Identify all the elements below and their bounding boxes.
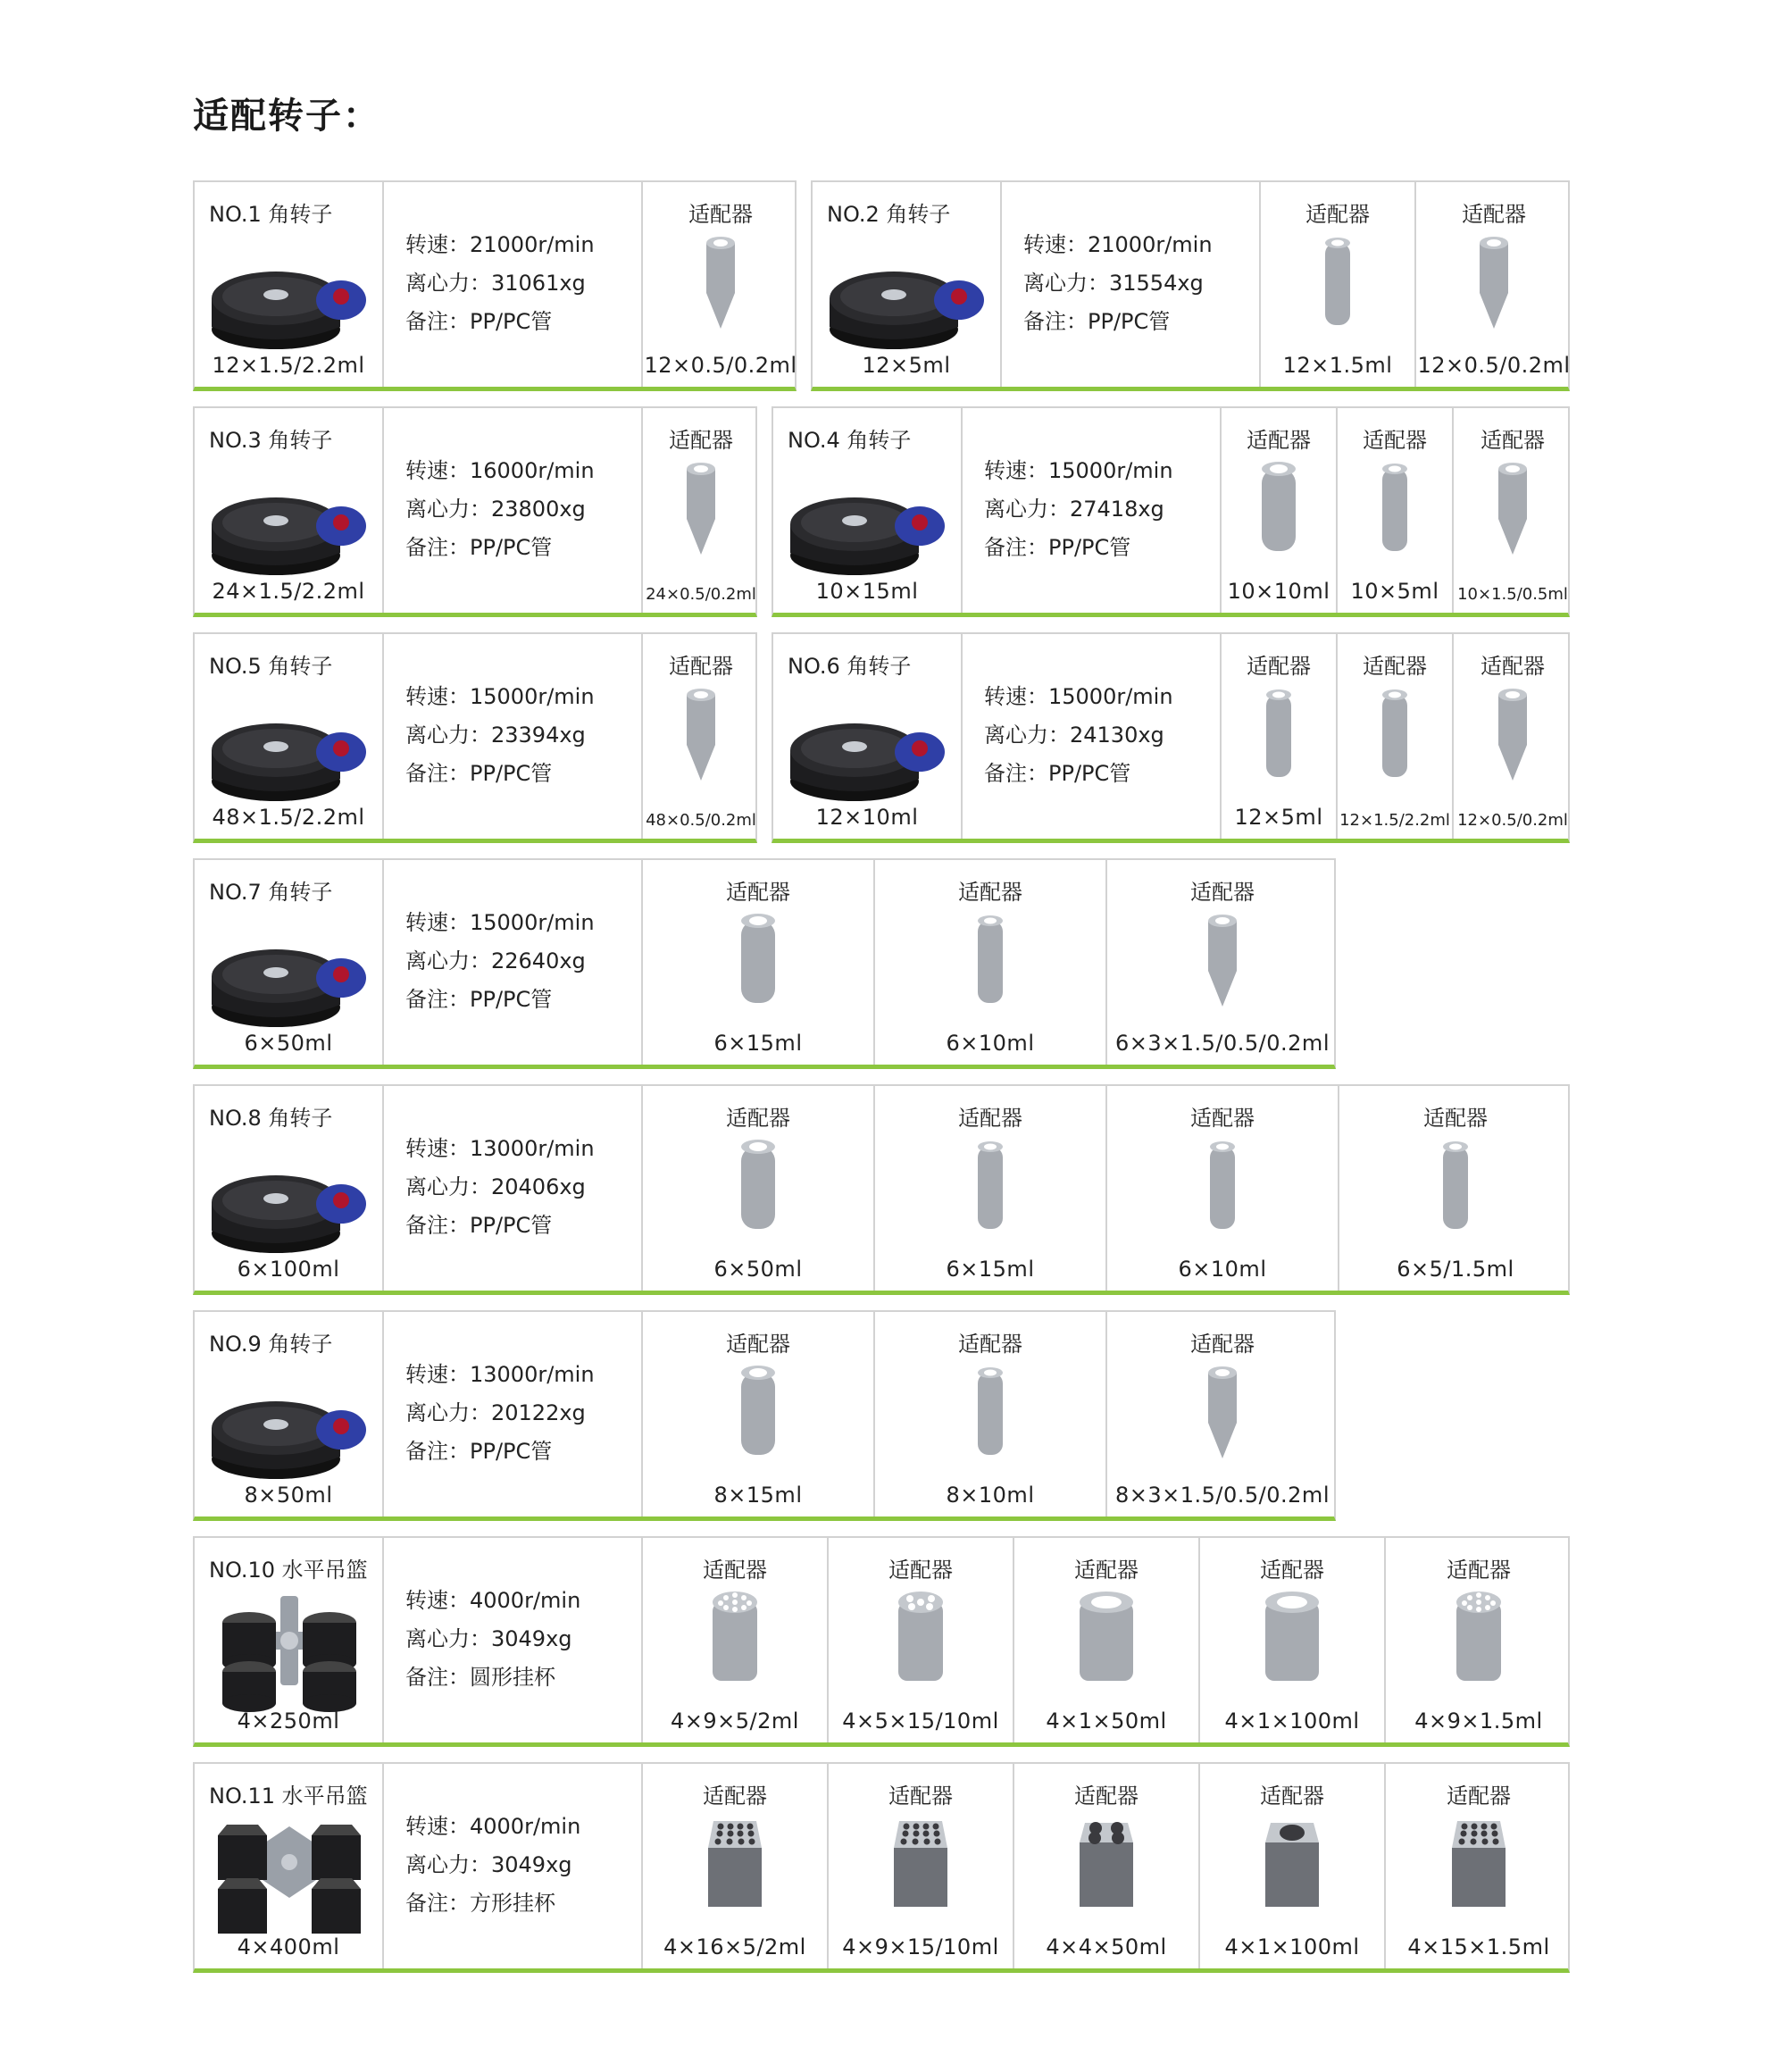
straight-tube-icon bbox=[972, 912, 1008, 1015]
rotor-name: NO.7 角转子 bbox=[209, 880, 333, 905]
adapter-caption: 10×5ml bbox=[1350, 579, 1439, 604]
adapter-caption: 6×3×1.5/0.5/0.2ml bbox=[1115, 1031, 1330, 1056]
rotor-speed: 转速：16000r/min bbox=[405, 458, 595, 483]
rotor-image-cell bbox=[195, 408, 382, 613]
adapter-caption: 4×4×50ml bbox=[1046, 1934, 1167, 1959]
conical-tube-icon bbox=[1493, 460, 1532, 564]
rotor-speed: 转速：21000r/min bbox=[1023, 232, 1213, 257]
swing-bucket-square-icon bbox=[209, 1809, 370, 1942]
adapter-cell bbox=[1013, 1538, 1198, 1742]
adapter-caption: 6×10ml bbox=[946, 1031, 1035, 1056]
angle-rotor-icon bbox=[788, 679, 948, 813]
round-single-hole-adapter-icon bbox=[1261, 1590, 1323, 1693]
adapter-caption: 8×15ml bbox=[713, 1483, 803, 1508]
rotor-force: 离心力：20406xg bbox=[405, 1174, 586, 1199]
rotor-name: NO.2 角转子 bbox=[827, 202, 951, 227]
adapter-header: 适配器 bbox=[688, 202, 753, 227]
adapter-caption: 8×10ml bbox=[946, 1483, 1035, 1508]
adapter-cell bbox=[641, 408, 759, 613]
rotor-speed: 转速：15000r/min bbox=[405, 684, 595, 709]
rotor-image-cell bbox=[195, 1764, 382, 1968]
rotor-force: 离心力：23394xg bbox=[405, 723, 586, 748]
adapter-header: 适配器 bbox=[726, 1106, 790, 1131]
rotor-capacity: 4×250ml bbox=[237, 1709, 340, 1734]
adapter-caption: 24×0.5/0.2ml bbox=[646, 585, 756, 604]
rotor-spec-cell bbox=[382, 1086, 641, 1291]
rotor-image-cell bbox=[773, 634, 961, 839]
adapter-cell bbox=[1336, 408, 1452, 613]
spec-list bbox=[984, 634, 1173, 839]
rotor-block bbox=[193, 1310, 1336, 1521]
rotor-speed: 转速：15000r/min bbox=[984, 458, 1173, 483]
adapter-caption: 12×0.5/0.2ml bbox=[644, 353, 797, 378]
adapter-caption: 6×5/1.5ml bbox=[1397, 1257, 1514, 1282]
square-four-hole-adapter-icon bbox=[1077, 1816, 1136, 1919]
adapter-cell bbox=[641, 1764, 827, 1968]
adapter-cell bbox=[1384, 1538, 1572, 1742]
rotor-image-cell bbox=[813, 182, 1000, 387]
adapter-cell bbox=[827, 1538, 1013, 1742]
adapter-cell bbox=[1259, 182, 1414, 387]
rotor-block bbox=[193, 1536, 1570, 1747]
rotor-name: NO.1 角转子 bbox=[209, 202, 333, 227]
rotor-force: 离心力：31061xg bbox=[405, 271, 586, 296]
adapter-header: 适配器 bbox=[669, 428, 733, 453]
angle-rotor-icon bbox=[209, 679, 370, 813]
adapter-cell bbox=[641, 1312, 873, 1516]
adapter-cell bbox=[1105, 860, 1338, 1065]
round-multi-hole-adapter-icon bbox=[708, 1590, 762, 1693]
rotor-spec-cell bbox=[382, 182, 641, 387]
adapter-caption: 10×1.5/0.5ml bbox=[1457, 585, 1568, 604]
rotor-capacity: 4×400ml bbox=[237, 1934, 340, 1959]
rotor-capacity: 48×1.5/2.2ml bbox=[212, 805, 365, 830]
square-multi-hole-adapter-icon bbox=[1449, 1816, 1508, 1919]
rotor-note: 备注：PP/PC管 bbox=[405, 535, 553, 560]
angle-rotor-icon bbox=[209, 905, 370, 1039]
angle-rotor-icon bbox=[209, 1131, 370, 1265]
rotor-speed: 转速：13000r/min bbox=[405, 1136, 595, 1161]
conical-tube-icon bbox=[1493, 686, 1532, 790]
rotor-image-cell bbox=[195, 1312, 382, 1516]
adapter-header: 适配器 bbox=[1074, 1784, 1139, 1809]
conical-tube-icon bbox=[681, 460, 721, 564]
rotor-force: 离心力：31554xg bbox=[1023, 271, 1204, 296]
rotor-spec-cell bbox=[961, 634, 1220, 839]
angle-rotor-icon bbox=[827, 227, 988, 361]
rotor-spec-cell bbox=[382, 408, 641, 613]
adapter-caption: 4×5×15/10ml bbox=[842, 1709, 999, 1734]
adapter-cell bbox=[1198, 1538, 1384, 1742]
adapter-header: 适配器 bbox=[1247, 654, 1311, 679]
adapter-header: 适配器 bbox=[1190, 880, 1255, 905]
adapter-header: 适配器 bbox=[1305, 202, 1370, 227]
adapter-header: 适配器 bbox=[958, 1106, 1022, 1131]
adapter-caption: 4×9×1.5ml bbox=[1414, 1709, 1543, 1734]
straight-tube-icon bbox=[1261, 686, 1297, 790]
rotor-note: 备注：PP/PC管 bbox=[1023, 309, 1171, 334]
rotor-note: 备注：方形挂杯 bbox=[405, 1891, 555, 1916]
rotor-force: 离心力：22640xg bbox=[405, 948, 586, 973]
round-multi-hole-adapter-icon bbox=[1452, 1590, 1506, 1693]
square-multi-hole-adapter-icon bbox=[705, 1816, 764, 1919]
adapter-header: 适配器 bbox=[726, 880, 790, 905]
straight-tube-icon bbox=[1320, 234, 1355, 338]
adapter-header: 适配器 bbox=[1247, 428, 1311, 453]
spec-list bbox=[405, 182, 595, 387]
adapter-header: 适配器 bbox=[1462, 202, 1526, 227]
rotor-spec-cell bbox=[382, 634, 641, 839]
adapter-header: 适配器 bbox=[1363, 428, 1427, 453]
rotor-note: 备注：PP/PC管 bbox=[405, 1439, 553, 1464]
rotor-block bbox=[772, 632, 1570, 843]
rotor-note: 备注：PP/PC管 bbox=[405, 987, 553, 1012]
rotor-spec-cell bbox=[961, 408, 1220, 613]
straight-tube-icon bbox=[972, 1138, 1008, 1241]
square-single-hole-adapter-icon bbox=[1263, 1816, 1322, 1919]
adapter-header: 适配器 bbox=[1481, 654, 1545, 679]
rotor-capacity: 24×1.5/2.2ml bbox=[212, 579, 365, 604]
rotor-image-cell bbox=[195, 634, 382, 839]
conical-tube-icon bbox=[701, 234, 740, 338]
rotor-force: 离心力：3049xg bbox=[405, 1852, 572, 1877]
adapter-caption: 48×0.5/0.2ml bbox=[646, 811, 756, 830]
rotor-block bbox=[193, 180, 797, 391]
adapter-cell bbox=[873, 860, 1105, 1065]
rotor-capacity: 6×50ml bbox=[244, 1031, 333, 1056]
rotor-name: NO.10 水平吊篮 bbox=[209, 1558, 368, 1583]
straight-tube-icon bbox=[1377, 460, 1413, 564]
adapter-header: 适配器 bbox=[958, 1332, 1022, 1357]
angle-rotor-icon bbox=[788, 453, 948, 587]
rotor-force: 离心力：27418xg bbox=[984, 497, 1164, 522]
rotor-speed: 转速：13000r/min bbox=[405, 1362, 595, 1387]
rotor-speed: 转速：15000r/min bbox=[405, 910, 595, 935]
adapter-caption: 12×0.5/0.2ml bbox=[1417, 353, 1571, 378]
adapter-header: 适配器 bbox=[958, 880, 1022, 905]
rotor-note: 备注：PP/PC管 bbox=[405, 761, 553, 786]
conical-tube-icon bbox=[1203, 912, 1242, 1015]
rotor-note: 备注：PP/PC管 bbox=[984, 761, 1131, 786]
adapter-cell bbox=[1220, 408, 1336, 613]
straight-tube-icon bbox=[972, 1364, 1008, 1467]
adapter-caption: 6×10ml bbox=[1178, 1257, 1267, 1282]
adapter-header: 适配器 bbox=[1260, 1784, 1324, 1809]
adapter-cell bbox=[641, 860, 873, 1065]
adapter-caption: 4×9×15/10ml bbox=[842, 1934, 999, 1959]
swing-bucket-round-icon bbox=[209, 1583, 370, 1717]
adapter-caption: 4×1×100ml bbox=[1224, 1709, 1360, 1734]
rotor-image-cell bbox=[195, 1538, 382, 1742]
adapter-cell bbox=[827, 1764, 1013, 1968]
rotor-name: NO.6 角转子 bbox=[788, 654, 912, 679]
rotor-note: 备注：PP/PC管 bbox=[405, 309, 553, 334]
spec-list bbox=[405, 634, 595, 839]
adapter-cell bbox=[1384, 1764, 1572, 1968]
adapter-header: 适配器 bbox=[1423, 1106, 1488, 1131]
rotor-force: 离心力：20122xg bbox=[405, 1400, 586, 1425]
spec-list bbox=[405, 1086, 595, 1291]
adapter-cell bbox=[1198, 1764, 1384, 1968]
rotor-spec-cell bbox=[382, 1764, 641, 1968]
square-multi-hole-adapter-icon bbox=[891, 1816, 950, 1919]
adapter-cell bbox=[641, 634, 759, 839]
adapter-caption: 6×15ml bbox=[713, 1031, 803, 1056]
rotor-spec-cell bbox=[382, 1538, 641, 1742]
rotor-capacity: 10×15ml bbox=[815, 579, 919, 604]
rotor-spec-cell bbox=[382, 860, 641, 1065]
adapter-caption: 4×9×5/2ml bbox=[671, 1709, 799, 1734]
rotor-capacity: 12×1.5/2.2ml bbox=[212, 353, 365, 378]
rotor-name: NO.3 角转子 bbox=[209, 428, 333, 453]
adapter-caption: 8×3×1.5/0.5/0.2ml bbox=[1115, 1483, 1330, 1508]
adapter-cell bbox=[873, 1312, 1105, 1516]
rotor-block bbox=[193, 858, 1336, 1069]
conical-tube-icon bbox=[1474, 234, 1514, 338]
adapter-cell bbox=[1105, 1086, 1338, 1291]
rotor-block bbox=[193, 1084, 1570, 1295]
rotor-block bbox=[772, 406, 1570, 617]
rotor-image-cell bbox=[195, 860, 382, 1065]
adapter-caption: 4×15×1.5ml bbox=[1407, 1934, 1550, 1959]
rotor-speed: 转速：4000r/min bbox=[405, 1588, 581, 1613]
rotor-name: NO.9 角转子 bbox=[209, 1332, 333, 1357]
spec-list bbox=[1023, 182, 1213, 387]
rotor-note: 备注：PP/PC管 bbox=[984, 535, 1131, 560]
rotor-speed: 转速：15000r/min bbox=[984, 684, 1173, 709]
rotor-image-cell bbox=[195, 1086, 382, 1291]
adapter-cell bbox=[1452, 408, 1572, 613]
adapter-header: 适配器 bbox=[1447, 1784, 1511, 1809]
adapter-header: 适配器 bbox=[888, 1558, 953, 1583]
wide-tube-icon bbox=[736, 912, 780, 1015]
rotor-image-cell bbox=[195, 182, 382, 387]
adapter-header: 适配器 bbox=[703, 1784, 767, 1809]
rotor-spec-cell bbox=[1000, 182, 1259, 387]
straight-tube-icon bbox=[1438, 1138, 1473, 1241]
straight-tube-icon bbox=[1377, 686, 1413, 790]
adapter-caption: 12×0.5/0.2ml bbox=[1457, 811, 1568, 830]
spec-list bbox=[405, 1312, 595, 1516]
spec-list bbox=[405, 860, 595, 1065]
page-title: 适配转子： bbox=[193, 96, 380, 137]
adapter-header: 适配器 bbox=[1190, 1332, 1255, 1357]
rotor-name: NO.8 角转子 bbox=[209, 1106, 333, 1131]
rotor-speed: 转速：21000r/min bbox=[405, 232, 595, 257]
rotor-name: NO.4 角转子 bbox=[788, 428, 912, 453]
adapter-cell bbox=[873, 1086, 1105, 1291]
adapter-caption: 4×16×5/2ml bbox=[663, 1934, 806, 1959]
adapter-cell bbox=[1105, 1312, 1338, 1516]
adapter-caption: 12×1.5/2.2ml bbox=[1339, 811, 1450, 830]
round-single-hole-adapter-icon bbox=[1075, 1590, 1138, 1693]
rotor-note: 备注：PP/PC管 bbox=[405, 1213, 553, 1238]
adapter-cell bbox=[1220, 634, 1336, 839]
adapter-cell bbox=[641, 1538, 827, 1742]
adapter-caption: 12×5ml bbox=[1234, 805, 1323, 830]
adapter-header: 适配器 bbox=[726, 1332, 790, 1357]
round-five-hole-adapter-icon bbox=[894, 1590, 947, 1693]
conical-tube-icon bbox=[1203, 1364, 1242, 1467]
conical-tube-icon bbox=[681, 686, 721, 790]
angle-rotor-icon bbox=[209, 1357, 370, 1491]
rotor-spec-cell bbox=[382, 1312, 641, 1516]
spec-list bbox=[984, 408, 1173, 613]
rotor-block bbox=[811, 180, 1570, 391]
adapter-header: 适配器 bbox=[1447, 1558, 1511, 1583]
adapter-caption: 6×15ml bbox=[946, 1257, 1035, 1282]
adapter-cell bbox=[1338, 1086, 1572, 1291]
wide-tube-icon bbox=[1256, 460, 1301, 564]
adapter-cell bbox=[641, 182, 798, 387]
rotor-capacity: 6×100ml bbox=[237, 1257, 340, 1282]
adapter-cell bbox=[1013, 1764, 1198, 1968]
rotor-block bbox=[193, 632, 757, 843]
rotor-name: NO.11 水平吊篮 bbox=[209, 1784, 368, 1809]
adapter-header: 适配器 bbox=[669, 654, 733, 679]
adapter-caption: 4×1×100ml bbox=[1224, 1934, 1360, 1959]
adapter-header: 适配器 bbox=[703, 1558, 767, 1583]
adapter-header: 适配器 bbox=[1074, 1558, 1139, 1583]
adapter-header: 适配器 bbox=[1481, 428, 1545, 453]
adapter-header: 适配器 bbox=[1190, 1106, 1255, 1131]
adapter-cell bbox=[641, 1086, 873, 1291]
rotor-capacity: 8×50ml bbox=[244, 1483, 333, 1508]
adapter-header: 适配器 bbox=[1260, 1558, 1324, 1583]
rotor-force: 离心力：23800xg bbox=[405, 497, 586, 522]
spec-list bbox=[405, 408, 595, 613]
adapter-caption: 4×1×50ml bbox=[1046, 1709, 1167, 1734]
rotor-force: 离心力：3049xg bbox=[405, 1626, 572, 1651]
adapter-cell bbox=[1414, 182, 1572, 387]
adapter-header: 适配器 bbox=[888, 1784, 953, 1809]
rotor-force: 离心力：24130xg bbox=[984, 723, 1164, 748]
adapter-caption: 10×10ml bbox=[1227, 579, 1330, 604]
adapter-caption: 6×50ml bbox=[713, 1257, 803, 1282]
rotor-image-cell bbox=[773, 408, 961, 613]
wide-tube-icon bbox=[736, 1138, 780, 1241]
angle-rotor-icon bbox=[209, 453, 370, 587]
spec-list bbox=[405, 1538, 580, 1742]
adapter-header: 适配器 bbox=[1363, 654, 1427, 679]
spec-list bbox=[405, 1764, 580, 1968]
rotor-name: NO.5 角转子 bbox=[209, 654, 333, 679]
rotor-block bbox=[193, 1762, 1570, 1973]
adapter-caption: 12×1.5ml bbox=[1282, 353, 1393, 378]
rotor-capacity: 12×5ml bbox=[862, 353, 951, 378]
rotor-note: 备注：圆形挂杯 bbox=[405, 1665, 555, 1690]
rotor-speed: 转速：4000r/min bbox=[405, 1814, 581, 1839]
straight-tube-icon bbox=[1205, 1138, 1240, 1241]
angle-rotor-icon bbox=[209, 227, 370, 361]
wide-tube-icon bbox=[736, 1364, 780, 1467]
rotor-capacity: 12×10ml bbox=[815, 805, 919, 830]
adapter-cell bbox=[1336, 634, 1452, 839]
rotor-block bbox=[193, 406, 757, 617]
adapter-cell bbox=[1452, 634, 1572, 839]
